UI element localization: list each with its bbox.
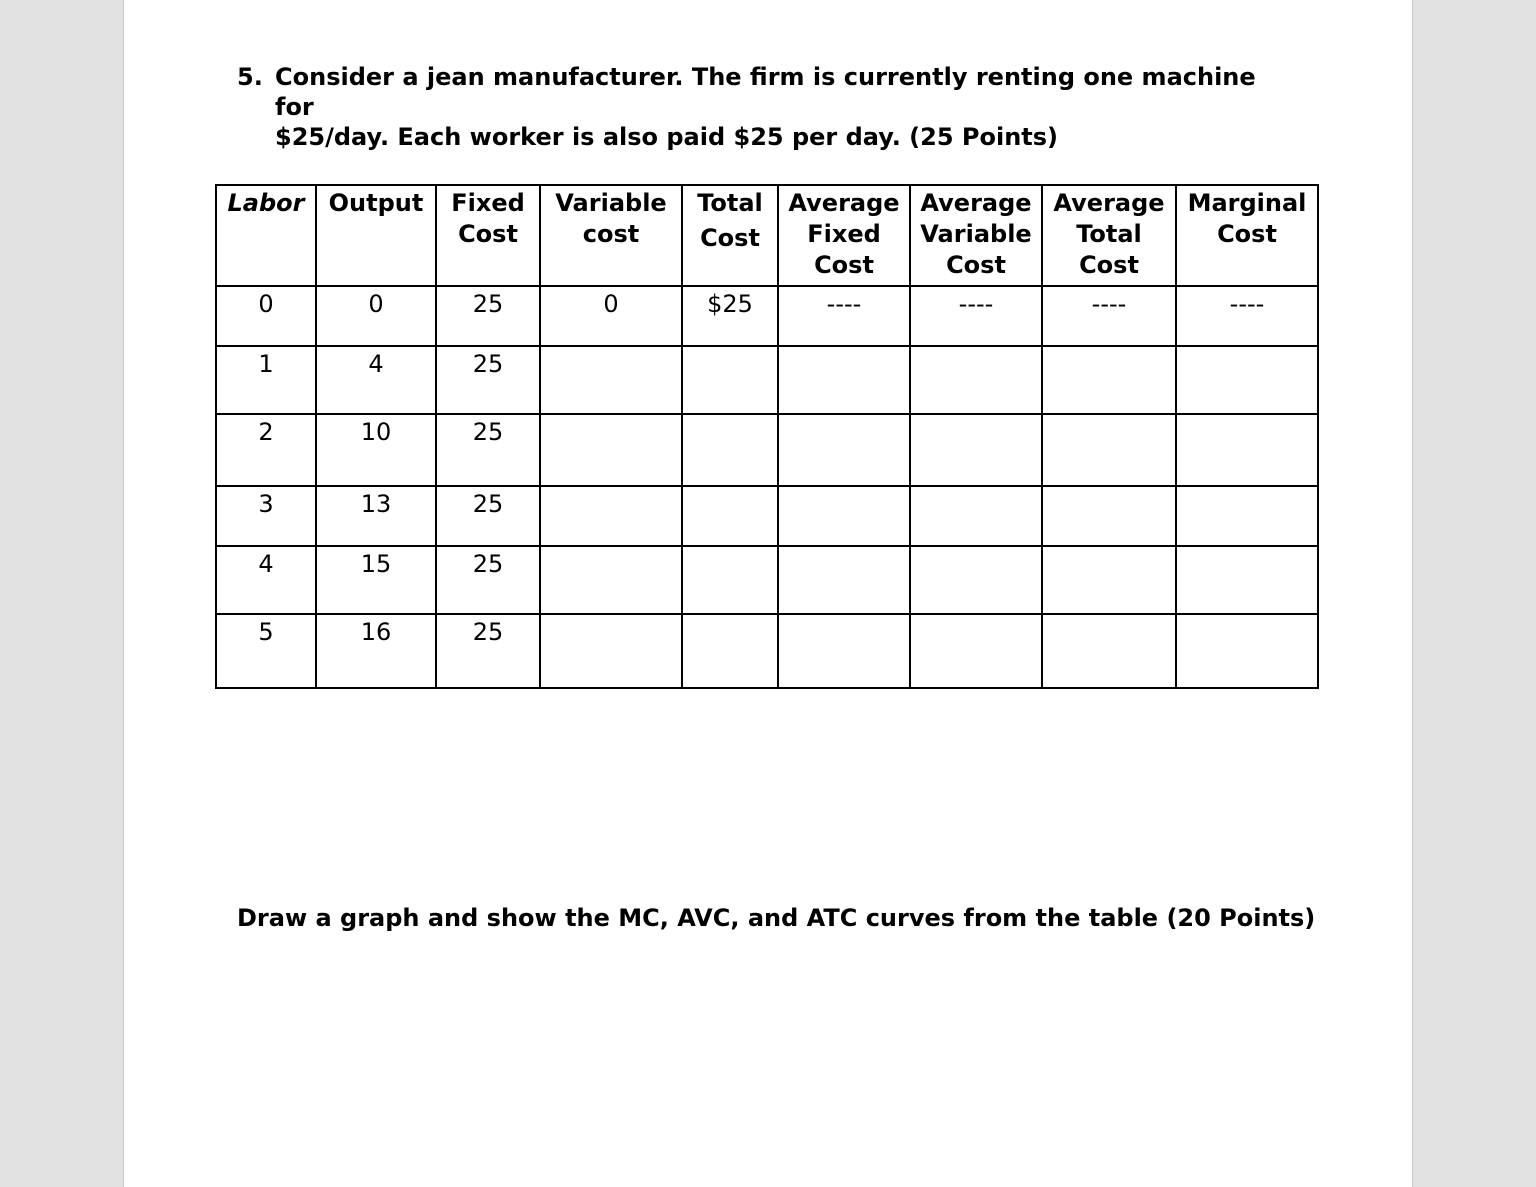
- header-fixed-cost: [436, 185, 540, 286]
- cell-average-variable-cost: [910, 346, 1042, 414]
- cell-average-variable-cost: [910, 486, 1042, 546]
- question-5: [237, 62, 1297, 152]
- document-page: [123, 0, 1413, 1187]
- header-afc-line: Cost: [814, 251, 874, 279]
- cell-labor: 2: [216, 414, 316, 486]
- header-afc-line: Average: [788, 189, 900, 217]
- cell-total-cost: $25: [682, 286, 778, 346]
- cell-average-fixed-cost: [778, 614, 910, 688]
- cell-average-fixed-cost: [778, 414, 910, 486]
- cell-average-fixed-cost: ----: [778, 286, 910, 346]
- cell-average-fixed-cost: [778, 546, 910, 614]
- cell-fixed-cost: 25: [436, 486, 540, 546]
- cell-average-fixed-cost: [778, 486, 910, 546]
- header-fixed-cost-line: Cost: [458, 220, 518, 248]
- header-afc-line: Fixed: [807, 220, 881, 248]
- header-atc-line: Cost: [1079, 251, 1139, 279]
- cell-output: 16: [316, 614, 436, 688]
- header-average-total-cost: [1042, 185, 1176, 286]
- cell-average-variable-cost: [910, 414, 1042, 486]
- header-variable-cost-line: Variable: [555, 189, 667, 217]
- cell-variable-cost: [540, 614, 682, 688]
- cell-output: 15: [316, 546, 436, 614]
- table-row: [216, 486, 1318, 546]
- cost-table: [215, 184, 1319, 689]
- cell-average-total-cost: [1042, 486, 1176, 546]
- header-variable-cost: [540, 185, 682, 286]
- graph-instruction: Draw a graph and show the MC, AVC, and ATC curves from the table (20 Points): [237, 904, 1316, 932]
- question-text: [275, 62, 1297, 152]
- cell-average-variable-cost: [910, 614, 1042, 688]
- cell-variable-cost: 0: [540, 286, 682, 346]
- cell-total-cost: [682, 546, 778, 614]
- table-row: [216, 546, 1318, 614]
- cell-labor: 4: [216, 546, 316, 614]
- header-total-cost-line: Total: [697, 189, 763, 217]
- table-row: [216, 614, 1318, 688]
- cell-average-total-cost: ----: [1042, 286, 1176, 346]
- cell-total-cost: [682, 414, 778, 486]
- cell-output: 10: [316, 414, 436, 486]
- header-avc-line: Average: [920, 189, 1032, 217]
- question-line-2: $25/day. Each worker is also paid $25 per day. (25 Points): [275, 123, 1058, 151]
- cell-marginal-cost: ----: [1176, 286, 1318, 346]
- cell-marginal-cost: [1176, 346, 1318, 414]
- cell-labor: 5: [216, 614, 316, 688]
- cell-total-cost: [682, 614, 778, 688]
- header-avc-line: Cost: [946, 251, 1006, 279]
- table-row: [216, 414, 1318, 486]
- header-marginal-cost: [1176, 185, 1318, 286]
- cell-variable-cost: [540, 346, 682, 414]
- cell-fixed-cost: 25: [436, 614, 540, 688]
- header-labor-line: Labor: [227, 189, 305, 217]
- table-header-row: [216, 185, 1318, 286]
- header-atc-line: Total: [1076, 220, 1142, 248]
- question-line-1: Consider a jean manufacturer. The firm is currently renting one machine for: [275, 63, 1256, 121]
- header-output-line: Output: [328, 189, 424, 217]
- cell-fixed-cost: 25: [436, 346, 540, 414]
- header-average-variable-cost: [910, 185, 1042, 286]
- header-total-cost: [682, 185, 778, 286]
- cell-fixed-cost: 25: [436, 286, 540, 346]
- table-row: [216, 346, 1318, 414]
- cell-average-total-cost: [1042, 414, 1176, 486]
- cell-total-cost: [682, 486, 778, 546]
- cell-average-total-cost: [1042, 346, 1176, 414]
- header-avc-line: Variable: [920, 220, 1032, 248]
- cell-average-variable-cost: [910, 546, 1042, 614]
- cell-fixed-cost: 25: [436, 414, 540, 486]
- cell-variable-cost: [540, 486, 682, 546]
- header-atc-line: Average: [1053, 189, 1165, 217]
- table-row: [216, 286, 1318, 346]
- cell-average-total-cost: [1042, 546, 1176, 614]
- cell-labor: 1: [216, 346, 316, 414]
- cell-total-cost: [682, 346, 778, 414]
- cell-marginal-cost: [1176, 414, 1318, 486]
- cell-labor: 3: [216, 486, 316, 546]
- cell-variable-cost: [540, 414, 682, 486]
- header-total-cost-line: Cost: [700, 224, 760, 252]
- header-output: [316, 185, 436, 286]
- cell-output: 4: [316, 346, 436, 414]
- header-average-fixed-cost: [778, 185, 910, 286]
- cell-variable-cost: [540, 546, 682, 614]
- table-body: [216, 286, 1318, 688]
- cell-fixed-cost: 25: [436, 546, 540, 614]
- cell-marginal-cost: [1176, 546, 1318, 614]
- header-variable-cost-line: cost: [582, 220, 640, 248]
- cell-marginal-cost: [1176, 614, 1318, 688]
- cell-output: 0: [316, 286, 436, 346]
- header-mc-line: Marginal: [1187, 189, 1307, 217]
- question-number: 5.: [237, 63, 263, 91]
- cell-average-variable-cost: ----: [910, 286, 1042, 346]
- header-fixed-cost-line: Fixed: [451, 189, 525, 217]
- cell-average-total-cost: [1042, 614, 1176, 688]
- cell-average-fixed-cost: [778, 346, 910, 414]
- header-mc-line: Cost: [1217, 220, 1277, 248]
- header-labor: [216, 185, 316, 286]
- cell-marginal-cost: [1176, 486, 1318, 546]
- cell-output: 13: [316, 486, 436, 546]
- cell-labor: 0: [216, 286, 316, 346]
